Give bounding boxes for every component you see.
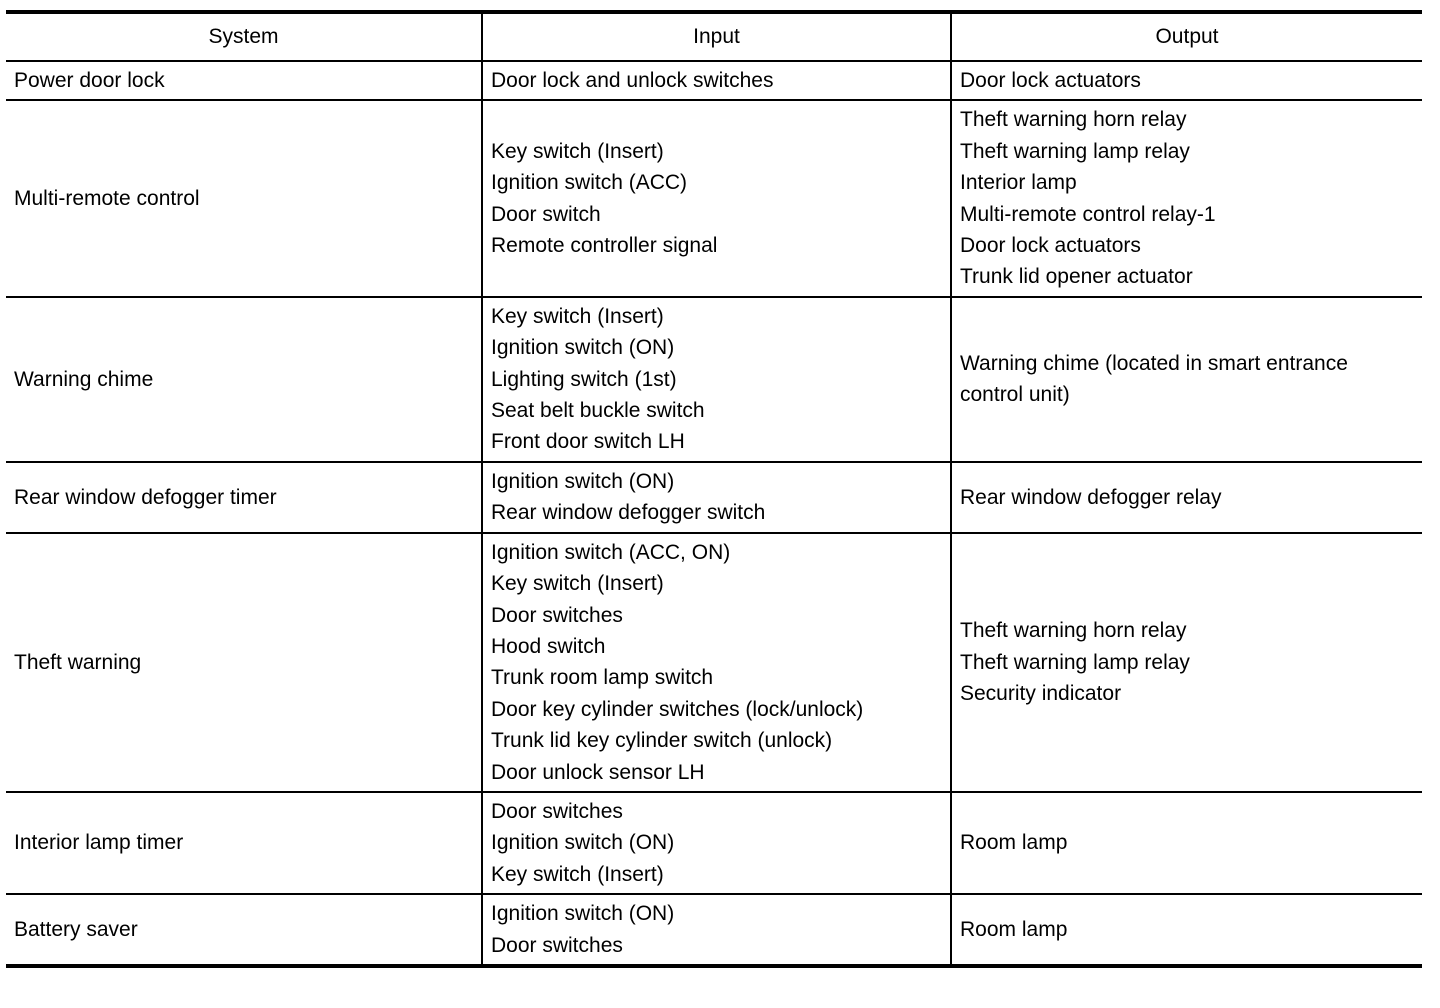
output-item: Theft warning lamp relay [960,139,1190,163]
system-io-table [6,10,1422,968]
system-cell: Rear window defogger timer [6,462,482,533]
output-cell [951,462,1422,533]
header-system: System [6,12,482,61]
input-cell [482,894,951,966]
output-cell [951,100,1422,296]
input-item: Key switch (Insert) [491,862,664,886]
table-row [6,462,1422,533]
input-cell [482,100,951,296]
input-cell [482,297,951,462]
output-item: Theft warning horn relay [960,619,1187,643]
output-item: Warning chime (located in smart entrance control unit) [960,351,1348,407]
system-cell: Battery saver [6,894,482,966]
output-item: Room lamp [960,917,1068,941]
input-item: Hood switch [491,634,606,658]
input-item: Trunk room lamp switch [491,666,714,690]
input-item: Door switch [491,202,601,226]
input-item: Ignition switch (ACC, ON) [491,540,731,564]
input-item: Ignition switch (ACC) [491,171,688,195]
system-cell: Warning chime [6,297,482,462]
input-item: Ignition switch (ON) [491,902,675,926]
input-item: Key switch (Insert) [491,572,664,596]
output-cell [951,533,1422,792]
header-input: Input [482,12,951,61]
input-item: Remote controller signal [491,234,718,258]
output-item: Security indicator [960,682,1122,706]
input-item: Door key cylinder switches (lock/unlock) [491,697,864,721]
output-cell [951,792,1422,894]
output-cell [951,297,1422,462]
output-item: Interior lamp [960,171,1077,195]
input-item: Door lock and unlock switches [491,69,774,92]
table-row [6,894,1422,966]
table-body [6,61,1422,966]
output-item: Room lamp [960,831,1068,855]
input-cell [482,533,951,792]
input-item: Door unlock sensor LH [491,760,705,784]
input-item: Key switch (Insert) [491,139,664,163]
system-cell: Interior lamp timer [6,792,482,894]
input-cell [482,61,951,100]
output-cell [951,894,1422,966]
input-item: Trunk lid key cylinder switch (unlock) [491,729,833,753]
system-cell: Power door lock [6,61,482,100]
output-item: Door lock actuators [960,234,1141,258]
output-item: Multi-remote control relay-1 [960,202,1216,226]
output-item: Theft warning horn relay [960,108,1187,132]
input-item: Ignition switch (ON) [491,336,675,360]
input-item: Rear window defogger switch [491,501,766,525]
input-item: Seat belt buckle switch [491,399,705,423]
input-item: Ignition switch (ON) [491,469,675,493]
table-row [6,792,1422,894]
input-item: Lighting switch (1st) [491,367,677,391]
output-item: Trunk lid opener actuator [960,265,1193,289]
table-row [6,61,1422,100]
output-cell [951,61,1422,100]
output-item: Rear window defogger relay [960,485,1222,509]
output-item: Door lock actuators [960,69,1141,92]
header-output: Output [951,12,1422,61]
input-item: Ignition switch (ON) [491,831,675,855]
table-row [6,533,1422,792]
input-cell [482,792,951,894]
header-row [6,12,1422,61]
output-item: Theft warning lamp relay [960,650,1190,674]
input-cell [482,462,951,533]
input-item: Front door switch LH [491,430,685,454]
input-item: Door switches [491,933,623,957]
system-cell: Theft warning [6,533,482,792]
table-row [6,297,1422,462]
input-item: Door switches [491,799,623,823]
system-cell: Multi-remote control [6,100,482,296]
table-row [6,100,1422,296]
input-item: Door switches [491,603,623,627]
input-item: Key switch (Insert) [491,304,664,328]
